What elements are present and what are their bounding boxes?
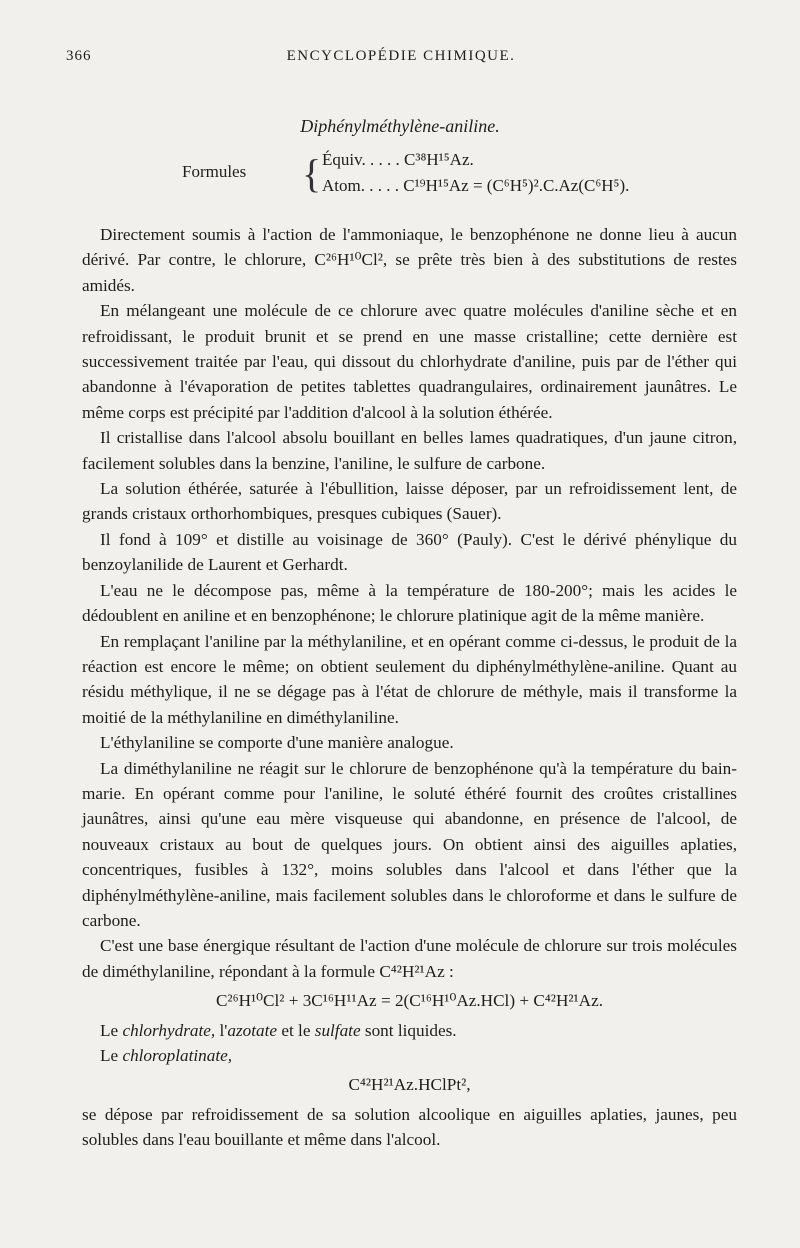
paragraph: C'est une base énergique résultant de l'action d'une molécule de chlorure sur trois molécules de diméthylaniline, répondant à la formule C⁴²H²¹Az :	[82, 936, 737, 981]
atom-value: C¹⁹H¹⁵Az = (C⁶H⁵)².C.Az(C⁶H⁵).	[403, 176, 630, 195]
body-text	[82, 222, 737, 1153]
paragraph: Directement soumis à l'action de l'ammoniaque, le benzophénone ne donne lieu à aucun dérivé. Par contre, le chlorure, C²⁶H¹⁰Cl², se prête très bien à des substitutions de restes amidés.	[82, 225, 737, 295]
paragraph: L'eau ne le décompose pas, même à la température de 180-200°; mais les acides le dédoublent en aniline et en benzophénone; le chlorure platinique agit de la même manière.	[82, 580, 737, 626]
atom-label: Atom. . . . .	[322, 176, 399, 195]
formulas-label: Formules	[182, 162, 247, 181]
chloroplatinate-formula: C⁴²H²¹Az.HClPt²,	[348, 1075, 471, 1095]
equiv-label: Équiv. . . . .	[322, 150, 400, 169]
chloroplatinate-line	[82, 1043, 737, 1068]
paragraph: L'éthylaniline se comporte d'une manière analogue.	[100, 733, 454, 753]
paragraph: Il fond à 109° et distille au voisinage de 360° (Pauly). C'est le dérivé phénylique du benzoylanilide de Laurent et Gerhardt.	[82, 529, 737, 575]
term-chlorhydrate: chlorhydrate,	[122, 1020, 216, 1040]
term-sulfate: sulfate	[314, 1020, 361, 1040]
paragraph: La diméthylaniline ne réagit sur le chlorure de benzophénone qu'à la température du bain-marie. En opérant comme pour l'aniline, le soluté éthéré fournit des croûtes cristallines jaunâtres, ainsi qu'une eau mère visqueuse qui abandonne, en présence de l'alcool, de nouveaux cristaux au bout de quelques jours. On obtient ainsi des aiguilles aplaties, concentriques, fusibles à 132°, moins solubles dans l'alcool et dans l'éther que la diphénylméthylène-aniline, mais facilement solubles dans le chloroforme et dans le sulfure de carbone.	[82, 758, 737, 930]
final-paragraph: se dépose par refroidissement de sa solution alcoolique en aiguilles aplaties, jaunes, peu solubles dans l'eau bouillante et même dans l'alcool.	[82, 1104, 737, 1150]
chloroplatinate-prefix: Le	[100, 1046, 119, 1065]
formula-atom-row	[322, 176, 629, 196]
term-chloroplatinate: chloroplatinate,	[122, 1046, 233, 1065]
salts-line	[82, 1018, 737, 1043]
equiv-value: C³⁸H¹⁵Az.	[404, 150, 474, 169]
brace-icon: {	[302, 151, 322, 196]
article-l: l'	[219, 1020, 228, 1040]
salts-prefix: Le	[100, 1020, 119, 1040]
paragraph: En remplaçant l'aniline par la méthylaniline, et en opérant comme ci-dessus, le produit de la réaction est encore le même; on obtient seulement du diphénylméthylène-aniline. Quant au résidu méthylique, il ne se dégage pas à l'état de chlorure de méthyle, mais il transforme la moitié de la méthylaniline en diméthylaniline.	[82, 631, 737, 727]
term-azotate: azotate	[227, 1020, 278, 1040]
salts-suffix: sont liquides.	[364, 1020, 457, 1040]
paragraph: Il cristallise dans l'alcool absolu bouillant en belles lames quadratiques, d'un jaune citron, facilement solubles dans la benzine, l'aniline, le sulfure de carbone.	[82, 428, 737, 473]
reaction-equation: C²⁶H¹⁰Cl² + 3C¹⁶H¹¹Az = 2(C¹⁶H¹⁰Az.HCl) + C⁴²H²¹Az.	[215, 991, 604, 1011]
conjunction: et le	[281, 1020, 311, 1040]
paragraph: La solution éthérée, saturée à l'ébullition, laisse déposer, par un refroidissement lent, de grands cristaux orthorhombiques, presques cubiques (Sauer).	[82, 479, 737, 524]
formulas-block	[182, 148, 742, 204]
section-title: Diphénylméthylène-aniline.	[300, 116, 500, 136]
formula-equiv-row	[322, 150, 474, 170]
page-number: 366	[66, 48, 92, 64]
paragraph: En mélangeant une molécule de ce chlorure avec quatre molécules d'aniline sèche et en refroidissant, le produit brunit et se prend en une masse cristalline; cette dernière est successivement traitée par l'eau, qui dissout du chlorhydrate d'aniline, puis par de l'éther qui abandonne à l'évaporation de petites tablettes quadrangulaires, ordinairement jaunâtres. Le même corps est précipité par l'addition d'alcool à la solution éthérée.	[82, 301, 737, 422]
running-title: ENCYCLOPÉDIE CHIMIQUE.	[286, 48, 516, 64]
page-header	[66, 48, 736, 72]
